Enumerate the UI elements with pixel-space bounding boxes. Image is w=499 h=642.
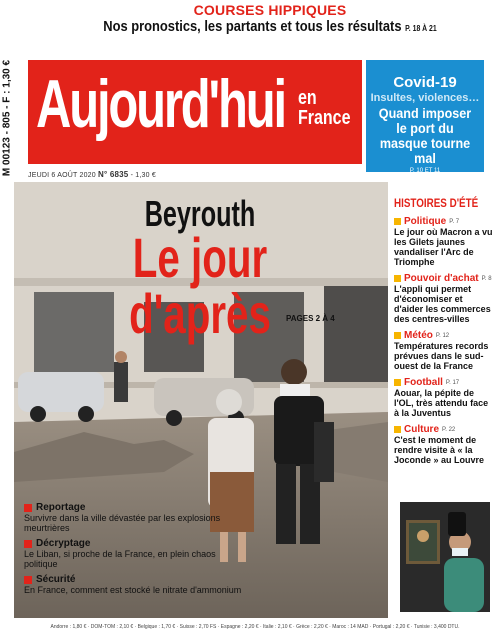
histoire-page: P. 7 xyxy=(449,218,460,225)
culture-thumbnail-photo xyxy=(400,502,490,612)
square-bullet-icon xyxy=(394,379,401,386)
histoire-text: Aouar, la pépite de l'OL, très attendu face à la Juventus xyxy=(394,388,489,418)
histoire-category-text: Politique xyxy=(404,216,447,227)
square-bullet-icon xyxy=(394,332,401,339)
teaser-text: En France, comment est stocké le nitrate d'ammonium xyxy=(24,585,242,595)
teaser-label-text: Décryptage xyxy=(36,538,91,549)
side-code-text: M 00123 - 805 - F : 1,30 € xyxy=(1,59,13,177)
histoire-page: P. 17 xyxy=(445,379,460,386)
top-teaser xyxy=(60,2,480,35)
top-teaser-headline xyxy=(89,18,450,35)
histoire-category-text: Pouvoir d'achat xyxy=(404,273,479,284)
dateline xyxy=(28,170,156,179)
histoire-item[interactable] xyxy=(394,330,494,371)
covid-pages: P. 10 ET 11 xyxy=(409,168,441,174)
thumbnail-illustration xyxy=(400,502,490,612)
headline-beyrouth: Beyrouth xyxy=(144,193,256,234)
histoire-category-text: Météo xyxy=(404,330,433,341)
covid-title: Covid-19 xyxy=(393,74,457,91)
histoire-text: C'est le moment de rendre visite à « la Joconde » au Louvre xyxy=(394,435,485,465)
teaser-label xyxy=(24,502,244,513)
foreign-prices: Andorre : 1,80 € · DOM-TOM : 2,10 € · Belgique : 1,70 € · Suisse : 2,70 FS · Espagne : 2,20 € · Italie : 2,10 € · Grèce : 2,20 € · Maroc : 14 MAD · Portugal : 2,20 € · Tunisie : 3,400 DTU. xyxy=(50,624,460,630)
main-pages: PAGES 2 À 4 xyxy=(286,314,335,323)
main-teasers xyxy=(24,502,244,600)
square-bullet-icon xyxy=(394,426,401,433)
histoire-item[interactable] xyxy=(394,424,494,465)
teaser-label xyxy=(24,574,244,585)
histoire-category xyxy=(394,216,494,227)
square-bullet-icon xyxy=(394,275,401,282)
histoire-category xyxy=(394,330,494,341)
histoires-ete-column xyxy=(394,196,494,471)
histoire-category-text: Football xyxy=(404,377,443,388)
histoires-title: HISTOIRES D'ÉTÉ xyxy=(394,196,479,210)
teaser-item[interactable] xyxy=(24,502,244,533)
histoire-page: P. 22 xyxy=(442,426,456,433)
masthead-logo xyxy=(28,60,362,164)
logo-sub-text xyxy=(298,88,350,128)
issue-price: - 1,30 € xyxy=(130,172,156,179)
covid-teaser-box[interactable] xyxy=(366,60,484,172)
top-teaser-kicker: COURSES HIPPIQUES xyxy=(193,2,347,18)
teaser-item[interactable] xyxy=(24,538,244,569)
teaser-text: Survivre dans la ville dévastée par les explosions meurtrières xyxy=(24,513,221,533)
covid-headline: Quand imposer le port du masque tourne mal xyxy=(378,105,472,166)
logo-sub-line-2: France xyxy=(298,107,351,129)
issue-date: JEUDI 6 AOÛT 2020 xyxy=(28,172,96,179)
histoire-item[interactable] xyxy=(394,273,494,324)
teaser-text: Le Liban, si proche de la France, en plein chaos politique xyxy=(24,549,216,569)
square-bullet-icon xyxy=(24,540,32,548)
histoire-category xyxy=(394,273,494,284)
teaser-label-text: Sécurité xyxy=(36,574,76,585)
square-bullet-icon xyxy=(394,218,401,225)
histoire-text: L'appli qui permet d'économiser et d'aider les commerces des centres-villes xyxy=(394,284,491,324)
square-bullet-icon xyxy=(24,576,32,584)
covid-subtitle: Insultes, violences… xyxy=(370,92,480,104)
histoire-page: P. 12 xyxy=(435,332,450,339)
histoire-page: P. 8 xyxy=(481,275,492,282)
teaser-item[interactable] xyxy=(24,574,244,595)
issue-number: N° 6835 xyxy=(98,170,129,179)
histoire-item[interactable] xyxy=(394,377,494,418)
square-bullet-icon xyxy=(24,504,32,512)
histoire-text: Le jour où Macron a vu les Gilets jaunes vandaliser l'Arc de Triomphe xyxy=(394,227,493,267)
side-barcode-label xyxy=(0,58,14,178)
teaser-label xyxy=(24,538,244,549)
top-teaser-pages: P. 18 À 21 xyxy=(405,24,437,33)
top-teaser-headline-text: Nos pronostics, les partants et tous les résultats xyxy=(103,18,402,35)
logo-main-text: Aujourd'hui xyxy=(36,66,285,142)
headline-jour-apres: Le jour d'après xyxy=(129,226,271,345)
histoire-category-text: Culture xyxy=(404,424,439,435)
histoire-category xyxy=(394,424,494,435)
logo-sub-line-1: en xyxy=(298,87,317,109)
histoire-text: Températures records prévues dans le sud-ouest de la France xyxy=(394,341,489,371)
histoire-item[interactable] xyxy=(394,216,494,267)
teaser-label-text: Reportage xyxy=(36,502,86,513)
histoire-category xyxy=(394,377,494,388)
